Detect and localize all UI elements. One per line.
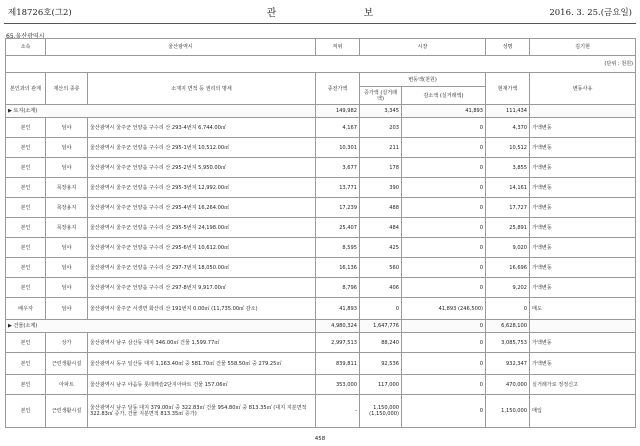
row-reason: 가액변동: [530, 258, 636, 278]
row-decrease: 0: [402, 138, 486, 158]
name-value: 김기현: [530, 39, 636, 56]
land-inc: 3,345: [360, 105, 402, 118]
col-type: 재산의 종류: [46, 73, 88, 105]
row-type: 상가: [46, 333, 88, 353]
row-increase: 0: [360, 298, 402, 320]
row-type: 목장용지: [46, 178, 88, 198]
row-increase: 425: [360, 238, 402, 258]
row-current: 1,150,000: [486, 395, 530, 428]
row-relation: 본인: [6, 198, 46, 218]
bld-current: 6,628,100: [486, 320, 530, 333]
table-row: [6, 158, 636, 178]
col-relation: 본인과의 관계: [6, 73, 46, 105]
row-relation: 배우자: [6, 298, 46, 320]
section-label: 65.울산광역시: [6, 33, 45, 40]
row-relation: 본인: [6, 138, 46, 158]
row-reason: 가액변동: [530, 218, 636, 238]
row-detail: 울산광역시 울주군 언양읍 구수리 산 293-4번지 6,744.00㎡: [88, 118, 316, 138]
row-reason: 가액변동: [530, 278, 636, 298]
row-relation: 본인: [6, 258, 46, 278]
bld-inc: 1,647,776: [360, 320, 402, 333]
row-reason: 가액변동: [530, 353, 636, 375]
row-type: 임야: [46, 238, 88, 258]
row-relation: 본인: [6, 118, 46, 138]
row-decrease: 0: [402, 278, 486, 298]
row-prev: 8,595: [316, 238, 360, 258]
column-header-row: [6, 73, 636, 87]
row-reason: 실거래가로 정정신고: [530, 375, 636, 395]
row-detail: 울산광역시 울주군 언양읍 구수리 산 295-3번지 12,992.00㎡: [88, 178, 316, 198]
row-prev: 839,811: [316, 353, 360, 375]
row-increase: 211: [360, 138, 402, 158]
page-number: 458: [314, 436, 326, 442]
col-reason: 변동사유: [530, 73, 636, 105]
row-type: 근린생활시설: [46, 395, 88, 428]
bld-dec: 0: [402, 320, 486, 333]
asset-change-table: [5, 38, 636, 428]
col-dec: 감소액 (실거래액): [402, 87, 486, 105]
row-increase: 117,000: [360, 375, 402, 395]
land-label: ▶ 토지(소계): [6, 105, 316, 118]
row-relation: 본인: [6, 238, 46, 258]
row-detail: 울산광역시 울주군 언양읍 구수리 산 297-8번지 9,917.00㎡: [88, 278, 316, 298]
row-reason: 가액변동: [530, 238, 636, 258]
row-increase: 88,240: [360, 333, 402, 353]
row-current: 9,020: [486, 238, 530, 258]
row-prev: 13,771: [316, 178, 360, 198]
row-decrease: 0: [402, 118, 486, 138]
row-reason: 매입: [530, 395, 636, 428]
land-rows: [6, 118, 636, 320]
row-detail: 울산광역시 울주군 언양읍 구수리 산 295-1번지 10,512.00㎡: [88, 138, 316, 158]
table-row: [6, 375, 636, 395]
row-increase: 1,150,000 (1,150,000): [360, 395, 402, 428]
table-row: [6, 395, 636, 428]
bld-reason: [530, 320, 636, 333]
row-current: 3,855: [486, 158, 530, 178]
row-current: 14,161: [486, 178, 530, 198]
row-relation: 본인: [6, 218, 46, 238]
row-type: 목장용지: [46, 198, 88, 218]
table-row: [6, 238, 636, 258]
official-row: [6, 39, 636, 56]
unit-note: (단위 : 천원): [6, 56, 636, 73]
row-increase: 560: [360, 258, 402, 278]
bld-prev: 4,980,324: [316, 320, 360, 333]
row-prev: 17,239: [316, 198, 360, 218]
table-row: [6, 138, 636, 158]
row-decrease: 0: [402, 395, 486, 428]
row-prev: -: [316, 395, 360, 428]
row-type: 근린생활시설: [46, 353, 88, 375]
row-decrease: 0: [402, 258, 486, 278]
table-row: [6, 333, 636, 353]
row-relation: 본인: [6, 375, 46, 395]
row-prev: 16,136: [316, 258, 360, 278]
col-current: 현재가액: [486, 73, 530, 105]
row-prev: 41,893: [316, 298, 360, 320]
row-relation: 본인: [6, 395, 46, 428]
row-type: 임야: [46, 258, 88, 278]
building-rows: [6, 333, 636, 428]
header-rule: [4, 23, 636, 24]
row-current: 9,202: [486, 278, 530, 298]
table-row: [6, 278, 636, 298]
row-current: 470,000: [486, 375, 530, 395]
table-row: [6, 198, 636, 218]
page-header: [0, 4, 640, 20]
row-type: 임야: [46, 298, 88, 320]
row-detail: 울산광역시 남구 야음동 롯데캐슬2단지아파트 건물 157.06㎡: [88, 375, 316, 395]
position-value: 시장: [360, 39, 486, 56]
row-current: 0: [486, 298, 530, 320]
table-row: [6, 298, 636, 320]
col-prev: 종전가액: [316, 73, 360, 105]
row-type: 아파트: [46, 375, 88, 395]
row-increase: 92,536: [360, 353, 402, 375]
row-type: 임야: [46, 158, 88, 178]
row-type: 임야: [46, 278, 88, 298]
row-relation: 본인: [6, 333, 46, 353]
row-decrease: 0: [402, 333, 486, 353]
row-detail: 울산광역시 남구 삼산동 대지 346.00㎡ 건물 1,599.77㎡: [88, 333, 316, 353]
row-decrease: 0: [402, 353, 486, 375]
row-reason: 가액변동: [530, 158, 636, 178]
row-decrease: 0: [402, 158, 486, 178]
row-detail: 울산광역시 울주군 서생면 화산리 산 191번지 0.00㎡ (11,735.00㎡ 감소): [88, 298, 316, 320]
table-row: [6, 353, 636, 375]
land-current: 111,434: [486, 105, 530, 118]
row-reason: 가액변동: [530, 118, 636, 138]
row-current: 25,891: [486, 218, 530, 238]
row-type: 목장용지: [46, 218, 88, 238]
row-decrease: 0: [402, 218, 486, 238]
row-decrease: 41,893 (246,500): [402, 298, 486, 320]
land-reason: [530, 105, 636, 118]
bld-subtotal-row: [6, 320, 636, 333]
row-decrease: 0: [402, 198, 486, 218]
row-detail: 울산광역시 울주군 언양읍 구수리 산 295-6번지 10,612.00㎡: [88, 238, 316, 258]
row-detail: 울산광역시 울주군 언양읍 구수리 산 295-5번지 24,198.00㎡: [88, 218, 316, 238]
table-row: [6, 178, 636, 198]
row-detail: 울산광역시 울주군 언양읍 구수리 산 295-2번지 5,950.00㎡: [88, 158, 316, 178]
org-header: 소속: [6, 39, 46, 56]
row-increase: 484: [360, 218, 402, 238]
row-decrease: 0: [402, 238, 486, 258]
row-current: 10,512: [486, 138, 530, 158]
row-prev: 4,167: [316, 118, 360, 138]
row-current: 932,347: [486, 353, 530, 375]
row-prev: 2,997,513: [316, 333, 360, 353]
row-relation: 본인: [6, 158, 46, 178]
row-prev: 353,000: [316, 375, 360, 395]
row-prev: 25,407: [316, 218, 360, 238]
row-relation: 본인: [6, 278, 46, 298]
row-type: 임야: [46, 118, 88, 138]
row-prev: 10,301: [316, 138, 360, 158]
row-prev: 8,796: [316, 278, 360, 298]
row-detail: 울산광역시 동구 일산동 대지 1,163.40㎡ 중 581.70㎡ 건물 558.50㎡ 중 279.25㎡: [88, 353, 316, 375]
issue-number: 제18726호(그2): [8, 8, 72, 18]
unit-row: [6, 56, 636, 73]
row-increase: 178: [360, 158, 402, 178]
row-current: 16,696: [486, 258, 530, 278]
row-relation: 본인: [6, 178, 46, 198]
col-inc: 증가액 (실거래액): [360, 87, 402, 105]
row-reason: 가액변동: [530, 178, 636, 198]
row-reason: 가액변동: [530, 333, 636, 353]
table-row: [6, 118, 636, 138]
row-reason: 가액변동: [530, 198, 636, 218]
col-detail: 소재지 면적 등 권리의 명세: [88, 73, 316, 105]
row-reason: 가액변동: [530, 138, 636, 158]
name-header: 성명: [486, 39, 530, 56]
row-current: 3,085,753: [486, 333, 530, 353]
row-type: 임야: [46, 138, 88, 158]
row-increase: 406: [360, 278, 402, 298]
gazette-title: 관 보: [266, 8, 416, 19]
position-header: 직위: [316, 39, 360, 56]
row-decrease: 0: [402, 375, 486, 395]
row-increase: 203: [360, 118, 402, 138]
land-subtotal-row: [6, 105, 636, 118]
row-detail: 울산광역시 울주군 언양읍 구수리 산 295-4번지 16,264.00㎡: [88, 198, 316, 218]
issue-date: 2016. 3. 25.(금요일): [549, 8, 632, 18]
row-relation: 본인: [6, 353, 46, 375]
org-value: 울산광역시: [46, 39, 316, 56]
row-detail: 울산광역시 남구 달동 대지 379.00㎡ 중 322.83㎡ 건물 954.80㎡ 중 813.35㎡ (대지 지분면적 322.83㎡ 증가, 건물 지분면적 813.35㎡ 증가): [88, 395, 316, 428]
row-reason: 매도: [530, 298, 636, 320]
land-dec: 41,893: [402, 105, 486, 118]
table-row: [6, 258, 636, 278]
bld-label: ▶ 건물(소계): [6, 320, 316, 333]
land-prev: 149,982: [316, 105, 360, 118]
row-detail: 울산광역시 울주군 언양읍 구수리 산 297-7번지 18,050.00㎡: [88, 258, 316, 278]
row-current: 4,370: [486, 118, 530, 138]
row-increase: 390: [360, 178, 402, 198]
col-change: 변동액(천원): [360, 73, 486, 87]
row-decrease: 0: [402, 178, 486, 198]
row-increase: 488: [360, 198, 402, 218]
row-prev: 3,677: [316, 158, 360, 178]
table-row: [6, 218, 636, 238]
row-current: 17,727: [486, 198, 530, 218]
